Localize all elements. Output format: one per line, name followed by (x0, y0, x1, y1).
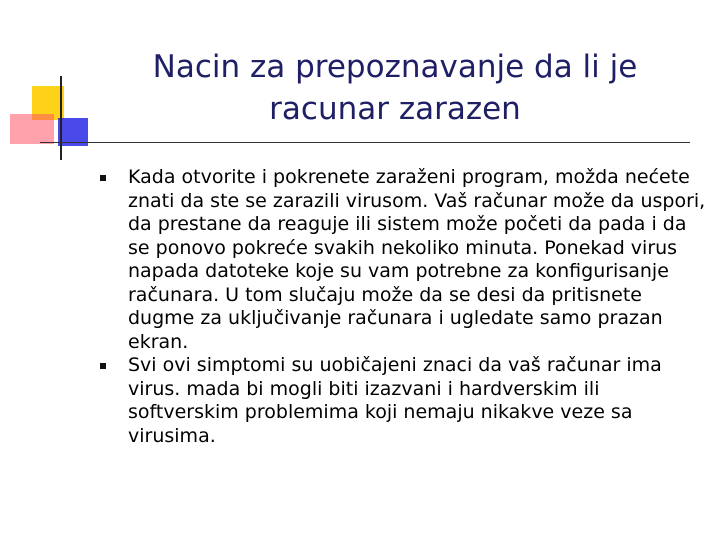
decorative-vertical-line (60, 76, 62, 160)
decorative-red-square (10, 114, 54, 144)
bullet-list (96, 166, 706, 448)
slide-title-line-1: Nacin za prepoznavanje da li je (152, 49, 638, 85)
square-bullet-icon (100, 175, 106, 181)
slide-title-line-2: racunar zarazen (269, 91, 521, 127)
bullet-text: Kada otvorite i pokrenete zaraženi program, možda nećete znati da ste se zarazili virusom. Vaš računar može da uspori, da prestane da reaguje ili sistem može početi da pada i da se ponovo pokreće svakih nekoliko minuta. Ponekad virus napada datoteke koje su vam potrebne za konfigurisanje računara. U tom slučaju može da se desi da pritisnete dugme za uključivanje računara i ugledate samo prazan ekran. (128, 166, 706, 353)
square-bullet-icon (100, 363, 106, 369)
bullet-text: Svi ovi simptomi su uobičajeni znaci da vaš računar ima virus. mada bi mogli biti izazvani i hardverskim ili softverskim problemima koji nemaju nikakve veze sa virusima. (128, 354, 662, 447)
bullet-item (96, 354, 706, 448)
bullet-item (96, 166, 706, 354)
slide-title (110, 46, 680, 130)
title-divider-line (40, 142, 690, 143)
